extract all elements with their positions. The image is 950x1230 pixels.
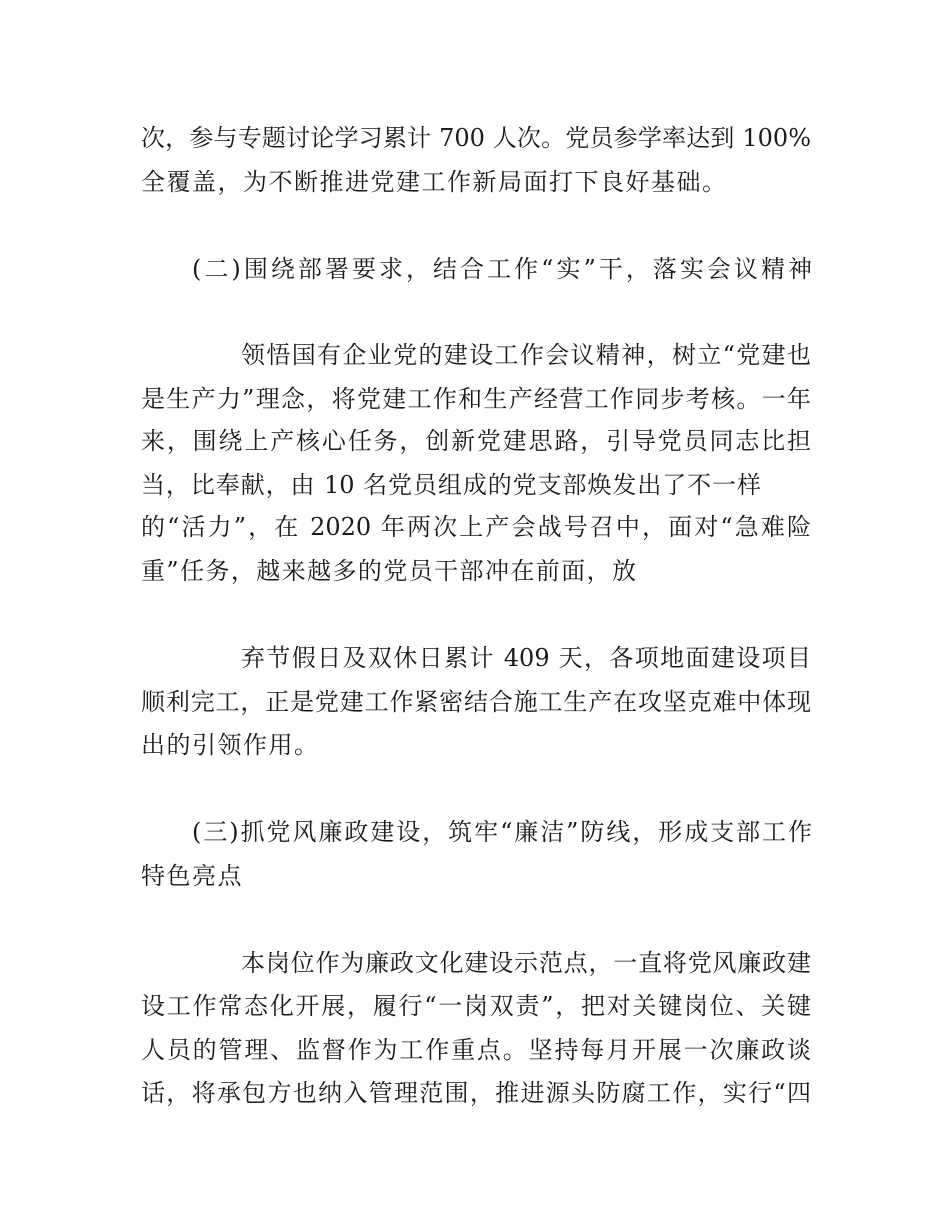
paragraph-line: 当，比奉献，由 10 名党员组成的党支部焕发出了不一样 <box>141 471 761 499</box>
paragraph-line: 重”任务，越来越多的党员干部冲在前面，放 <box>141 557 636 585</box>
paragraph-line: 领悟国有企业党的建设工作会议精神，树立“党建也 <box>241 341 811 369</box>
paragraph-line: 来，围绕上产核心任务，创新党建思路，引导党员同志比担 <box>141 427 811 455</box>
paragraph-line: 是生产力”理念，将党建工作和生产经营工作同步考核。一年 <box>141 385 811 413</box>
paragraph-line: 出的引领作用。 <box>141 731 320 759</box>
paragraph-line: 人员的管理、监督作为工作重点。坚持每月开展一次廉政谈 <box>141 1036 811 1064</box>
section-heading: (二)围绕部署要求，结合工作“实”干，落实会议精神 <box>192 255 812 283</box>
paragraph-line: 顺利完工，正是党建工作紧密结合施工生产在攻坚克难中体现 <box>141 688 811 716</box>
paragraph-line: 弃节假日及双休日累计 409 天，各项地面建设项目 <box>241 644 811 672</box>
paragraph-line: 全覆盖，为不断推进党建工作新局面打下良好基础。 <box>141 168 728 196</box>
paragraph-line: 本岗位作为廉政文化建设示范点，一直将党风廉政建 <box>241 949 811 977</box>
section-heading: (三)抓党风廉政建设，筑牢“廉洁”防线，形成支部工作 <box>192 818 812 846</box>
paragraph-line: 的“活力”，在 2020 年两次上产会战号召中，面对“急难险 <box>141 513 811 541</box>
paragraph-line: 话，将承包方也纳入管理范围，推进源头防腐工作，实行“四 <box>141 1079 811 1107</box>
paragraph-line: 设工作常态化开展，履行“一岗双责”，把对关键岗位、关键 <box>141 992 811 1020</box>
section-heading-continuation: 特色亮点 <box>141 862 243 890</box>
paragraph-line: 次，参与专题讨论学习累计 700 人次。党员参学率达到 100% <box>141 124 811 152</box>
